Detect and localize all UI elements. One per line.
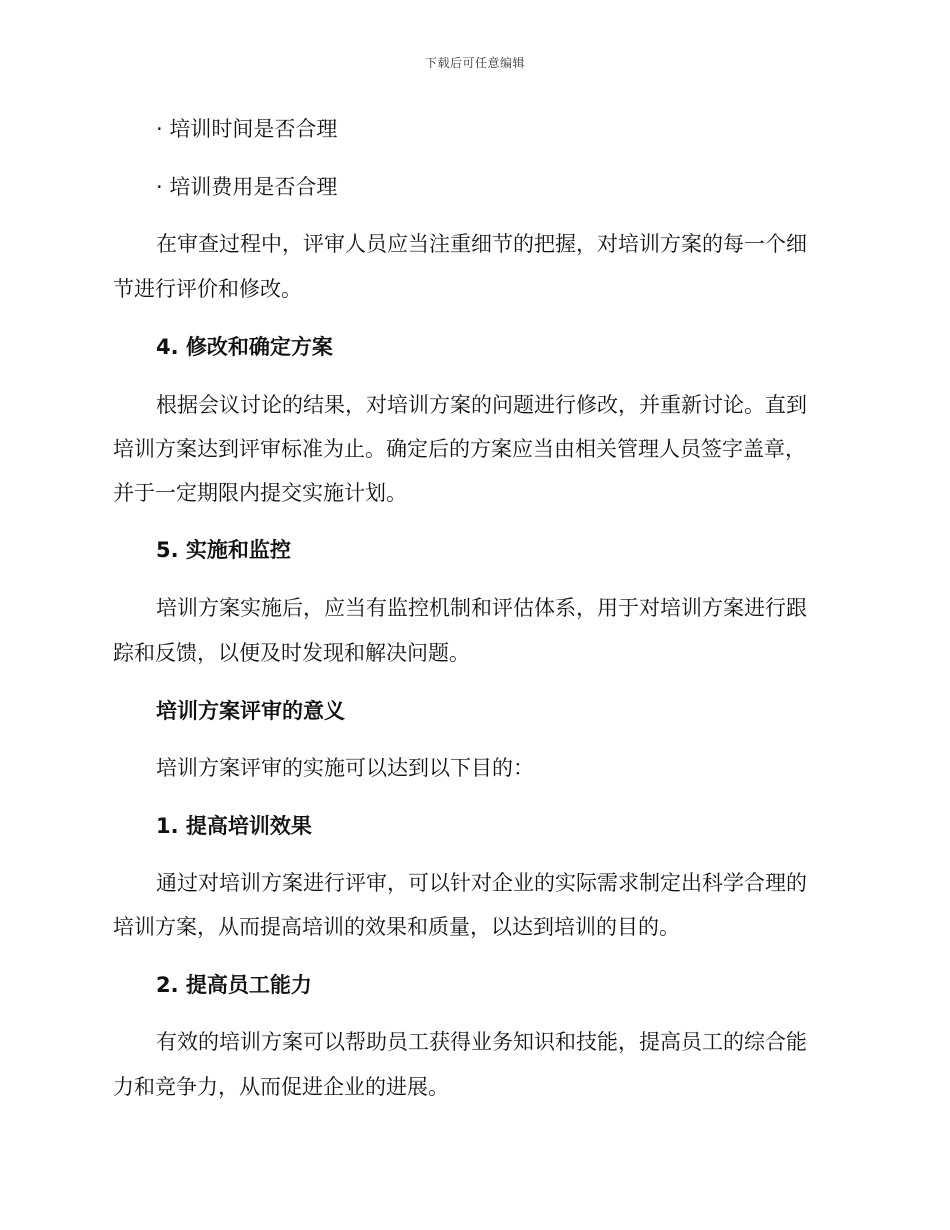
bullet-training-cost: · 培训费用是否合理 bbox=[156, 175, 338, 199]
section-4-heading: 4. 修改和确定方案 bbox=[156, 335, 333, 359]
significance-heading: 培训方案评审的意义 bbox=[156, 699, 345, 723]
bullet-training-time: · 培训时间是否合理 bbox=[156, 117, 338, 141]
point-2-line-1: 有效的培训方案可以帮助员工获得业务知识和技能，提高员工的综合能 bbox=[156, 1030, 807, 1054]
point-2-heading: 2. 提高员工能力 bbox=[156, 973, 312, 997]
point-1-line-1: 通过对培训方案进行评审，可以针对企业的实际需求制定出科学合理的 bbox=[156, 871, 807, 895]
review-paragraph-line-1: 在审查过程中，评审人员应当注重细节的把握，对培训方案的每一个细 bbox=[156, 232, 807, 256]
significance-intro: 培训方案评审的实施可以达到以下目的： bbox=[156, 756, 534, 780]
point-1-line-2: 培训方案，从而提高培训的效果和质量，以达到培训的目的。 bbox=[113, 915, 680, 939]
section-4-line-3: 并于一定期限内提交实施计划。 bbox=[113, 481, 407, 505]
point-2-line-2: 力和竞争力，从而促进企业的进展。 bbox=[113, 1075, 449, 1099]
section-4-line-2: 培训方案达到评审标准为止。确定后的方案应当由相关管理人员签字盖章， bbox=[113, 437, 806, 461]
header-note: 下载后可任意编辑 bbox=[424, 56, 525, 70]
section-5-heading: 5. 实施和监控 bbox=[156, 538, 291, 562]
review-paragraph-line-2: 节进行评价和修改。 bbox=[113, 277, 302, 301]
section-4-line-1: 根据会议讨论的结果，对培训方案的问题进行修改，并重新讨论。直到 bbox=[156, 393, 807, 417]
section-5-line-2: 踪和反馈，以便及时发现和解决问题。 bbox=[113, 641, 470, 665]
point-1-heading: 1. 提高培训效果 bbox=[156, 814, 312, 838]
section-5-line-1: 培训方案实施后，应当有监控机制和评估体系，用于对培训方案进行跟 bbox=[156, 596, 807, 620]
